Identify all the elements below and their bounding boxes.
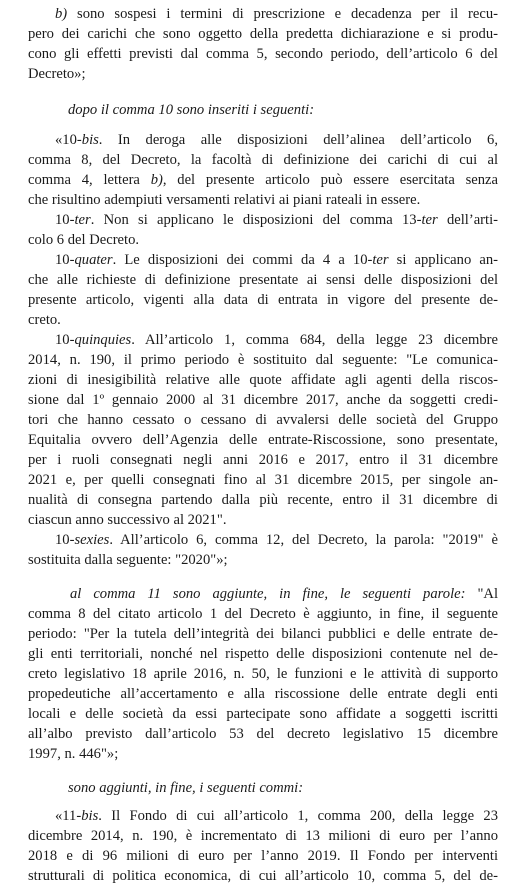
text-line: sione dal 1º gennaio 2000 al 31 dicembre 2017, anche da soggetti credi-	[28, 392, 498, 408]
text-line: Decreto»;	[28, 66, 86, 82]
text-line: sostituita dalla seguente: "2020"»;	[28, 552, 228, 568]
text-line: gli enti territoriali, nonché nel rispetto delle disposizioni contenute nel de-	[28, 646, 498, 662]
text-line: periodo: "Per la tutela dell’integrità dei bilanci pubblici e delle entrate de-	[28, 626, 498, 642]
text-line: Equitalia ovvero dell’Agenzia delle entrate-Riscossione, sono presentate,	[28, 432, 498, 448]
text-line: 1997, n. 446"»;	[28, 746, 119, 762]
text-line: 10-sexies. All’articolo 6, comma 12, del Decreto, la parola: "2019" è	[55, 532, 498, 548]
text-line: che alle richieste di definizione presentate ai sensi delle disposizioni del	[28, 272, 498, 288]
text-line: all’albo previsto dall’articolo 53 del decreto legislativo 15 dicembre	[28, 726, 498, 742]
text-line: b) sono sospesi i termini di prescrizione e decadenza per il recu-	[55, 6, 498, 22]
text-line: locali e delle società da essi partecipate sono affidate a soggetti iscritti	[28, 706, 498, 722]
text-line: 10-ter. Non si applicano le disposizioni del comma 13-ter dell’arti-	[55, 212, 498, 228]
text-line: colo 6 del Decreto.	[28, 232, 140, 248]
text-line: 2014, n. 190, il primo periodo è sostituito dal seguente: "Le comunica-	[28, 352, 498, 368]
section-heading: dopo il comma 10 sono inseriti i seguenti:	[68, 102, 315, 118]
text-line: «10-bis. In deroga alle disposizioni dell’alinea dell’articolo 6,	[55, 132, 498, 148]
text-line: comma 8, del Decreto, la facoltà di definizione dei carichi di cui al	[28, 152, 498, 168]
text-line: zioni di inesigibilità relative alle quote affidate agli agenti della riscos-	[28, 372, 498, 388]
text-line: creto.	[28, 312, 61, 328]
text-line: per i ruoli consegnati negli anni 2016 e 2017, entro il 31 dicembre	[28, 452, 498, 468]
text-line: creto legislativo 18 aprile 2016, n. 50, le funzioni e le attività di supporto	[28, 666, 498, 682]
text-line: che risultino adempiuti versamenti relativi ai piani rateali in essere.	[28, 192, 421, 208]
text-line: «11-bis. Il Fondo di cui all’articolo 1, comma 200, della legge 23	[55, 808, 498, 824]
text-line: nualità di consegna partendo dalla più recente, entro il 31 dicembre di	[28, 492, 498, 508]
text-line: presente articolo, vigenti alla data di entrata in vigore del presente de-	[28, 292, 498, 308]
text-line: pero dei carichi che sono oggetto della predetta dichiarazione e si produ-	[28, 26, 498, 42]
text-line: strutturali di politica economica, di cui all’articolo 10, comma 5, del de-	[28, 868, 498, 884]
text-line: comma 4, lettera b), del presente articolo può essere esercitata senza	[28, 172, 498, 188]
text-line: ciascun anno successivo al 2021".	[28, 512, 227, 528]
text-line: 10-quinquies. All’articolo 1, comma 684, della legge 23 dicembre	[55, 332, 498, 348]
text-line: dicembre 2014, n. 190, è incrementato di 13 milioni di euro per l’anno	[28, 828, 498, 844]
text-line: tori che hanno cessato o cessano di avvalersi delle società del Gruppo	[28, 412, 498, 428]
section-heading: sono aggiunti, in fine, i seguenti commi:	[68, 780, 304, 796]
text-line: 2018 e di 96 milioni di euro per l’anno 2019. Il Fondo per interventi	[28, 848, 498, 864]
text-line: cono gli effetti previsti dal comma 5, secondo periodo, dell’articolo 6 del	[28, 46, 498, 62]
text-line: al comma 11 sono aggiunte, in fine, le seguenti parole: "Al	[70, 586, 499, 602]
text-line: comma 8 del citato articolo 1 del Decreto è aggiunto, in fine, il seguente	[28, 606, 498, 622]
text-line: 2021 e, per quelli consegnati fino al 31 dicembre 2015, per singole an-	[28, 472, 498, 488]
text-line: 10-quater. Le disposizioni dei commi da 4 a 10-ter si applicano an-	[55, 252, 498, 268]
text-line: propedeutiche all’accertamento e alla riscossione delle entrate degli enti	[28, 686, 498, 702]
